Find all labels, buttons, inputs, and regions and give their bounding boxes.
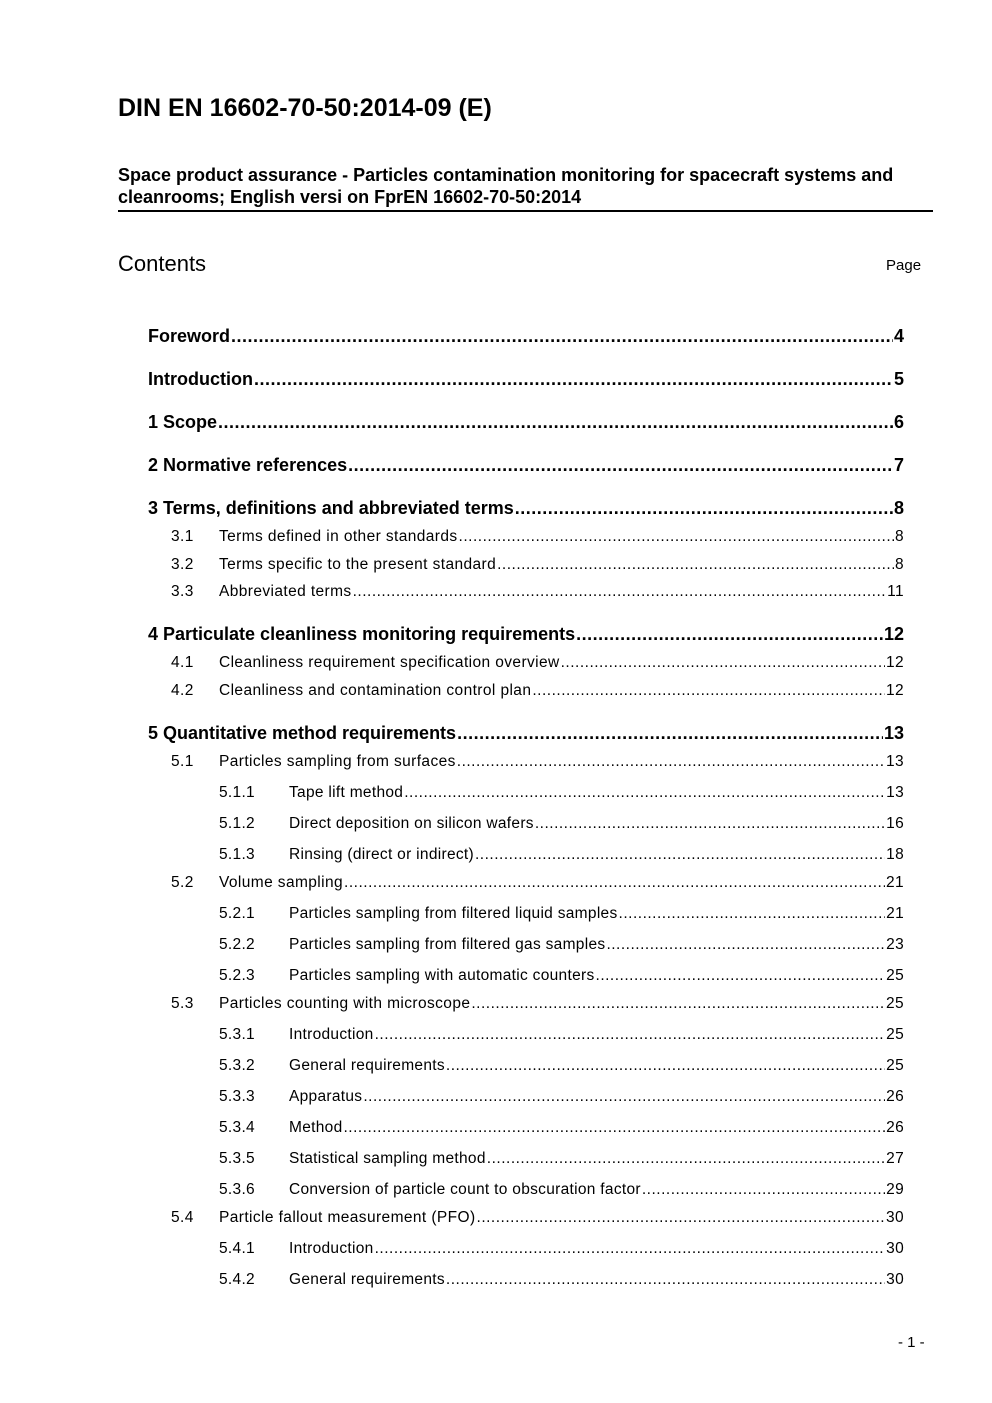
toc-entry-title: Conversion of particle count to obscuration factor [289,1181,641,1198]
toc-entry[interactable] [219,1240,904,1258]
toc-entry-number: 5.3.4 [219,1119,255,1136]
toc-entry-page: 21 [885,874,904,891]
toc-entry-page: 6 [893,412,904,432]
toc-entry[interactable] [219,936,904,954]
toc-entry-number: 3.2 [171,556,194,573]
toc-leader-dots [642,1181,885,1199]
document-subtitle: Space product assurance - Particles contamination monitoring for spacecraft systems and cleanrooms; English versi on FprEN 16602-70-50:2014 [118,164,933,212]
toc-entry-title: 5 Quantitative method requirements [148,723,457,743]
toc-entry-page: 13 [886,784,904,801]
toc-entry-page: 29 [886,1181,904,1198]
toc-entry[interactable] [171,556,904,574]
toc-leader-dots [535,815,885,833]
toc-entry-page: 30 [886,1240,904,1257]
toc-entry-title: Cleanliness and contamination control plan [219,682,532,699]
toc-entry-number: 5.3.5 [219,1150,255,1167]
toc-leader-dots [477,1209,885,1227]
toc-entry-title: Method [289,1119,343,1136]
toc-entry-page: 18 [886,846,904,863]
toc-entry-title: Statistical sampling method [289,1150,486,1167]
toc-entry[interactable] [219,1119,904,1137]
toc-entry-number: 5.2 [171,874,194,891]
toc-leader-dots [344,874,885,892]
toc-entry-page: 25 [886,1026,904,1043]
toc-leader-dots [471,995,885,1013]
toc-entry-title: Foreword [148,326,231,346]
page-column-label: Page [886,257,922,274]
toc-entry[interactable] [171,753,904,771]
contents-heading: Contents [118,251,207,276]
toc-entry-title: Volume sampling [219,874,344,891]
toc-entry-page: 27 [886,1150,904,1167]
toc-entry-title: General requirements [289,1057,445,1074]
toc-leader-dots [375,1026,886,1044]
toc-entry-page: 23 [886,936,904,953]
toc-entry-page: 13 [883,723,904,743]
toc-entry-number: 5.3 [171,995,194,1012]
toc-leader-dots [446,1057,885,1075]
toc-entry-page: 8 [893,498,904,518]
toc-entry-page: 30 [886,1271,904,1288]
toc-entry-title: Apparatus [289,1088,363,1105]
toc-entry-number: 5.4 [171,1209,194,1226]
toc-entry-page: 5 [893,369,904,389]
toc-entry[interactable] [219,1150,904,1168]
toc-entry[interactable] [148,412,904,433]
toc-entry-title: Particles sampling from filtered gas samples [289,936,606,953]
toc-entry-page: 8 [894,528,904,545]
toc-leader-dots [596,967,886,985]
toc-entry-number: 5.1.1 [219,784,255,801]
toc-leader-dots [576,624,883,645]
toc-entry[interactable] [219,815,904,833]
toc-leader-dots [404,784,885,802]
toc-entry[interactable] [148,498,904,519]
toc-entry-page: 12 [885,682,904,699]
toc-leader-dots [606,936,885,954]
toc-leader-dots [446,1271,885,1289]
toc-entry-title: Terms defined in other standards [219,528,458,545]
toc-entry[interactable] [171,583,904,601]
toc-entry-title: Particles sampling from filtered liquid samples [289,905,618,922]
toc-entry-title: Abbreviated terms [219,583,352,600]
toc-entry-number: 4.1 [171,654,194,671]
page-footer-number: - 1 - [898,1334,925,1351]
toc-entry-number: 5.4.2 [219,1271,255,1288]
toc-entry[interactable] [148,455,904,476]
toc-entry-page: 30 [885,1209,904,1226]
toc-entry-title: Tape lift method [289,784,404,801]
toc-leader-dots [457,753,885,771]
toc-entry-number: 5.1.2 [219,815,255,832]
toc-entry[interactable] [171,1209,904,1227]
document-title: DIN EN 16602-70-50:2014-09 (E) [118,94,492,122]
toc-entry-page: 12 [883,624,904,644]
toc-entry[interactable] [148,326,904,347]
toc-entry[interactable] [171,654,904,672]
toc-entry-page: 13 [885,753,904,770]
toc-entry-page: 12 [885,654,904,671]
toc-leader-dots [515,498,893,519]
toc-leader-dots [619,905,886,923]
toc-entry-title: 1 Scope [148,412,218,432]
toc-entry-number: 3.1 [171,528,194,545]
toc-entry-number: 5.3.6 [219,1181,255,1198]
toc-entry-title: 4 Particulate cleanliness monitoring requirements [148,624,576,644]
toc-entry-title: Introduction [289,1240,374,1257]
toc-entry[interactable] [171,528,904,546]
toc-entry[interactable] [219,1271,904,1289]
toc-entry-page: 25 [885,995,904,1012]
toc-entry[interactable] [171,874,904,892]
toc-leader-dots [231,326,893,347]
toc-entry-title: Terms specific to the present standard [219,556,497,573]
toc-leader-dots [497,556,894,574]
toc-entry-number: 5.2.2 [219,936,255,953]
toc-leader-dots [218,412,893,433]
toc-leader-dots [375,1240,886,1258]
toc-entry-title: Particles sampling from surfaces [219,753,456,770]
toc-entry-title: General requirements [289,1271,445,1288]
toc-entry[interactable] [171,682,904,700]
toc-entry-page: 7 [893,455,904,475]
toc-entry-title: 3 Terms, definitions and abbreviated terms [148,498,514,518]
toc-entry-page: 25 [886,1057,904,1074]
toc-entry[interactable] [219,1026,904,1044]
toc-leader-dots [487,1150,885,1168]
toc-leader-dots [344,1119,886,1137]
toc-entry-page: 25 [886,967,904,984]
toc-leader-dots [459,528,894,546]
toc-entry-number: 5.1.3 [219,846,255,863]
toc-entry[interactable] [219,784,904,802]
toc-entry-number: 3.3 [171,583,194,600]
toc-entry-page: 21 [886,905,904,922]
toc-entry-title: Introduction [148,369,253,389]
toc-entry-number: 5.3.3 [219,1088,255,1105]
toc-entry-title: Particle fallout measurement (PFO) [219,1209,476,1226]
toc-leader-dots [561,654,885,672]
toc-entry-number: 5.2.3 [219,967,255,984]
toc-leader-dots [363,1088,885,1106]
toc-entry[interactable] [219,1181,904,1199]
toc-leader-dots [475,846,885,864]
toc-leader-dots [254,369,893,390]
toc-entry-title: Particles counting with microscope [219,995,471,1012]
toc-entry[interactable] [219,1057,904,1075]
toc-entry-number: 5.4.1 [219,1240,255,1257]
toc-entry[interactable] [148,369,904,390]
toc-entry-page: 26 [886,1088,904,1105]
toc-entry-title: 2 Normative references [148,455,348,475]
toc-entry-page: 11 [887,583,904,600]
toc-entry-title: Cleanliness requirement specification overview [219,654,560,671]
toc-entry-page: 26 [886,1119,904,1136]
toc-entry-number: 5.2.1 [219,905,255,922]
toc-leader-dots [532,682,885,700]
toc-entry-title: Rinsing (direct or indirect) [289,846,474,863]
toc-entry[interactable] [219,1088,904,1106]
toc-entry-number: 4.2 [171,682,194,699]
toc-leader-dots [457,723,883,744]
toc-leader-dots [348,455,893,476]
toc-entry[interactable] [219,967,904,985]
toc-entry[interactable] [219,905,904,923]
toc-entry-number: 5.1 [171,753,194,770]
toc-entry-page: 8 [894,556,904,573]
toc-entry-title: Direct deposition on silicon wafers [289,815,534,832]
toc-entry-page: 4 [893,326,904,346]
toc-entry-title: Particles sampling with automatic counters [289,967,595,984]
toc-entry-number: 5.3.1 [219,1026,255,1043]
toc-entry[interactable] [219,846,904,864]
toc-entry[interactable] [148,624,904,645]
toc-entry-title: Introduction [289,1026,374,1043]
toc-entry[interactable] [171,995,904,1013]
toc-entry-page: 16 [886,815,904,832]
toc-entry[interactable] [148,723,904,744]
toc-leader-dots [353,583,887,601]
toc-entry-number: 5.3.2 [219,1057,255,1074]
